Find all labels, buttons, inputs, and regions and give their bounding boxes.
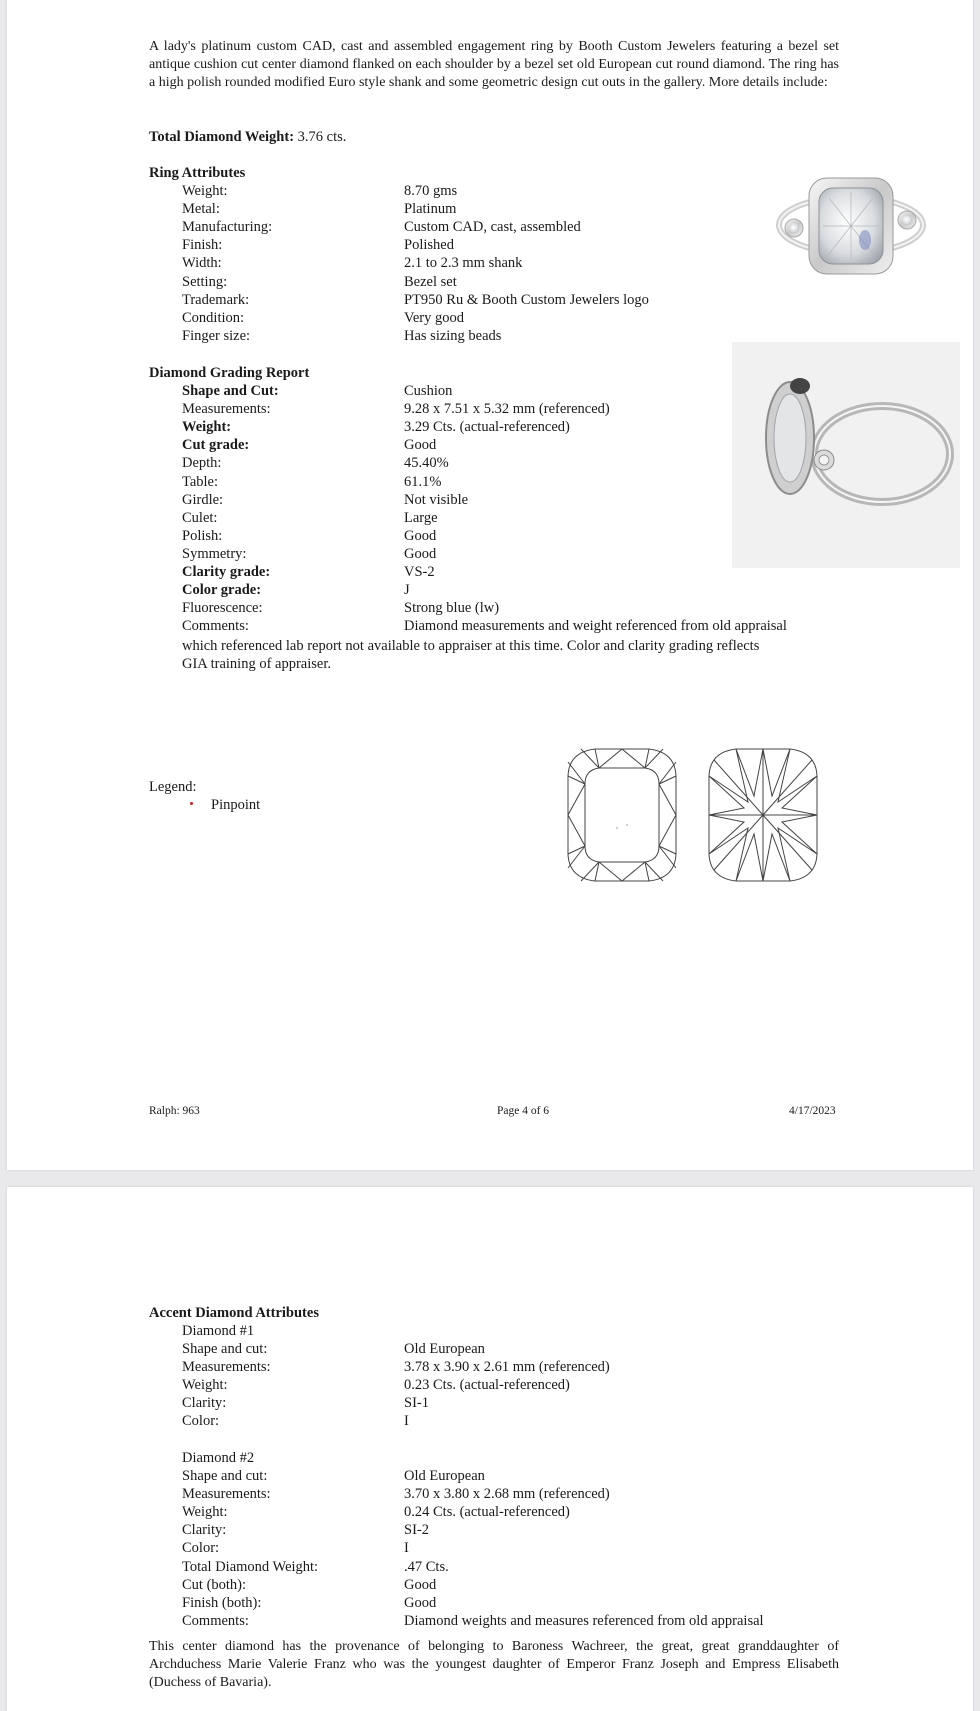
row-label: Color: [182, 1413, 220, 1430]
row-value: Good [404, 1594, 437, 1611]
row-label: Culet: [182, 509, 218, 526]
legend-title: Legend: [149, 779, 197, 795]
diamond-plot-crown-icon [565, 746, 679, 884]
row-label: Color: [182, 1540, 220, 1557]
row-value: Good [404, 527, 437, 544]
row-value: J [404, 582, 410, 599]
row-label: Finger size: [182, 327, 251, 344]
row-label: Weight: [182, 1377, 228, 1394]
footer-appraiser: Ralph: 963 [149, 1105, 200, 1117]
grading-comment-line-2: which referenced lab report not available to appraiser at this time. Color and clarity grading reflects [182, 638, 760, 654]
row-label: Finish (both): [182, 1594, 262, 1611]
row-value: Large [404, 509, 438, 526]
row-label: Comments: [182, 1612, 249, 1629]
row-label: Comments: [182, 618, 249, 635]
row-value: Old European [404, 1341, 485, 1357]
row-label: Clarity grade: [182, 564, 271, 580]
row-value: I [404, 1413, 409, 1430]
ring-photo-side-view [732, 342, 960, 568]
row-value: SI-2 [404, 1522, 429, 1539]
total-weight-value: 3.76 cts. [297, 129, 347, 145]
row-label: Shape and cut: [182, 1341, 268, 1357]
row-value: 3.70 x 3.80 x 2.68 mm (referenced) [404, 1486, 610, 1503]
row-value: 61.1% [404, 473, 442, 490]
row-value: VS-2 [404, 564, 435, 580]
accent-attributes-heading: Accent Diamond Attributes [149, 1305, 319, 1321]
row-value: Platinum [404, 201, 457, 218]
row-value: Custom CAD, cast, assembled [404, 219, 581, 236]
row-label: Metal: [182, 201, 220, 218]
row-label: Measurements: [182, 401, 271, 418]
row-label: Polish: [182, 527, 223, 544]
footer-page-number: Page 4 of 6 [497, 1105, 550, 1117]
row-label: Finish: [182, 237, 223, 254]
row-value: .47 Cts. [404, 1558, 449, 1575]
row-value: Old European [404, 1468, 485, 1484]
grading-report-heading: Diamond Grading Report [149, 365, 310, 381]
report-page-5 [7, 1187, 973, 1711]
row-label: Measurements: [182, 1486, 271, 1503]
row-label: Clarity: [182, 1395, 227, 1412]
row-label: Manufacturing: [182, 219, 273, 236]
row-label: Setting: [182, 273, 228, 290]
row-value: I [404, 1540, 409, 1557]
row-label: Shape and Cut: [182, 383, 279, 399]
ring-attributes-heading: Ring Attributes [149, 165, 246, 181]
row-value: Good [404, 437, 437, 454]
row-label: Weight: [182, 419, 232, 436]
diamond-plot-pavilion-icon [706, 746, 820, 884]
row-value: 2.1 to 2.3 mm shank [404, 255, 523, 272]
row-value: SI-1 [404, 1395, 429, 1412]
row-value: 3.29 Cts. (actual-referenced) [404, 419, 570, 436]
legend-item-pinpoint: Pinpoint [211, 797, 261, 813]
total-weight-label: Total Diamond Weight: [149, 129, 295, 145]
row-value: Very good [404, 309, 465, 326]
ring-photo-top-view [769, 170, 931, 280]
footer-date: 4/17/2023 [789, 1105, 836, 1117]
row-value: Bezel set [404, 273, 457, 290]
row-value: Has sizing beads [404, 327, 502, 344]
row-label: Weight: [182, 183, 228, 199]
report-page-4 [7, 0, 973, 1170]
row-label: Clarity: [182, 1522, 227, 1539]
row-label: Total Diamond Weight: [182, 1558, 319, 1575]
row-label: Symmetry: [182, 545, 247, 562]
row-label: Fluorescence: [182, 600, 263, 617]
row-label: Condition: [182, 309, 245, 326]
row-label: Measurements: [182, 1359, 271, 1376]
row-label: Weight: [182, 1504, 228, 1521]
row-value: 0.23 Cts. (actual-referenced) [404, 1377, 570, 1394]
diamond-1-heading: Diamond #1 [182, 1323, 255, 1339]
row-value: Cushion [404, 383, 453, 399]
row-label: Table: [182, 473, 219, 490]
row-value: PT950 Ru & Booth Custom Jewelers logo [404, 291, 649, 308]
row-label: Trademark: [182, 291, 250, 308]
row-label: Width: [182, 255, 222, 272]
provenance-paragraph: This center diamond has the provenance of belonging to Baroness Wachreer, the great, great granddaughter of Archduchess Marie Valerie Franz who was the youngest daughter of Emperor Franz Joseph and Empress Elisabeth (Duchess of Bavaria). [149, 1639, 839, 1690]
row-value: 45.40% [404, 455, 449, 472]
row-value: Diamond measurements and weight referenced from old appraisal [404, 618, 787, 635]
row-value: Not visible [404, 491, 469, 508]
row-value: Good [404, 545, 437, 562]
total-diamond-weight [149, 128, 346, 146]
row-value: 9.28 x 7.51 x 5.32 mm (referenced) [404, 401, 610, 418]
row-value: Diamond weights and measures referenced from old appraisal [404, 1612, 764, 1629]
row-label: Cut grade: [182, 437, 250, 454]
row-value: Good [404, 1576, 437, 1593]
row-label: Cut (both): [182, 1576, 247, 1593]
row-value: 0.24 Cts. (actual-referenced) [404, 1504, 570, 1521]
pinpoint-marker-icon [190, 802, 193, 805]
row-value: Polished [404, 237, 454, 254]
row-value: Strong blue (lw) [404, 600, 500, 617]
row-value: 3.78 x 3.90 x 2.61 mm (referenced) [404, 1359, 610, 1376]
row-label: Color grade: [182, 582, 262, 599]
row-label: Girdle: [182, 491, 224, 508]
diamond-2-heading: Diamond #2 [182, 1450, 255, 1466]
intro-paragraph: A lady's platinum custom CAD, cast and assembled engagement ring by Booth Custom Jewelers featuring a bezel set antique cushion cut center diamond flanked on each shoulder by a bezel set old European cut round diamond. The ring has a high polish rounded modified Euro style shank and some geometric design cut outs in the gallery. More details include: [149, 39, 839, 90]
row-value: 8.70 gms [404, 183, 458, 199]
row-label: Shape and cut: [182, 1468, 268, 1484]
grading-comment-line-3: GIA training of appraiser. [182, 656, 331, 672]
row-label: Depth: [182, 455, 222, 472]
